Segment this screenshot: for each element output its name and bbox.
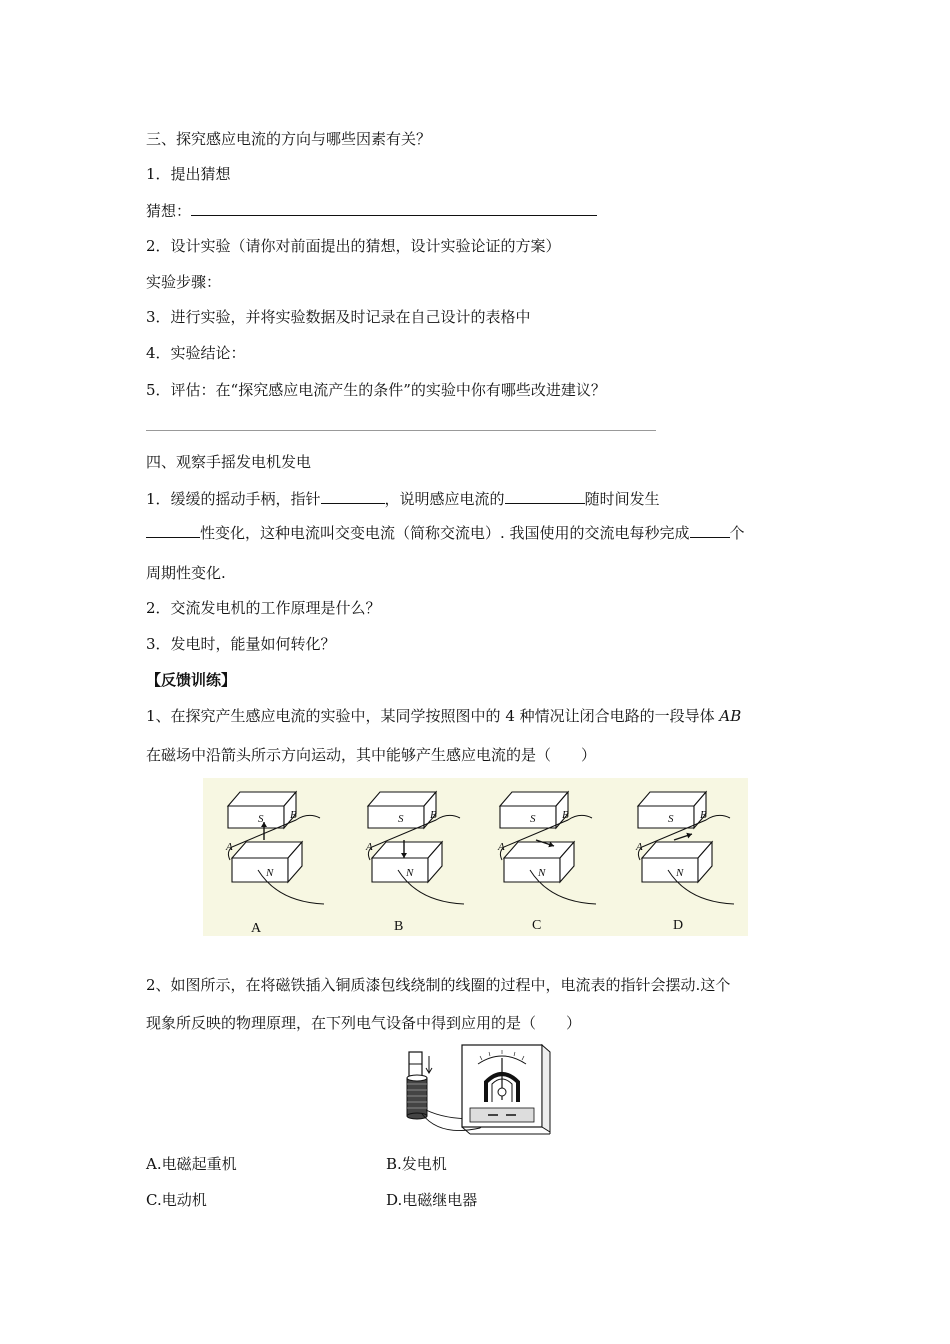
feedback-q1-text: 1、在探究产生感应电流的实验中，某同学按照图中的 4 种情况让闭合电路的一段导体	[146, 707, 720, 725]
section3-step1: 1．提出猜想	[146, 165, 231, 183]
fig2-label-n: N	[406, 867, 414, 879]
fig4-label-b: B	[700, 809, 707, 821]
q1-text-c: 随时间发生	[584, 490, 660, 508]
fig4-label-n: N	[676, 867, 684, 879]
conductor-ab-var: AB	[719, 707, 742, 725]
fig2-label-a: A	[366, 841, 373, 853]
fig1-label-b: B	[290, 809, 297, 821]
option-c[interactable]: C.电动机	[146, 1191, 207, 1209]
guess-label: 猜想：	[146, 202, 192, 220]
section4-q1-line3: 周期性变化.	[146, 564, 226, 582]
option-a[interactable]: A.电磁起重机	[146, 1155, 237, 1173]
feedback-q2-line1: 2、如图所示，在将磁铁插入铜质漆包线绕制的线圈的过程中，电流表的指针会摆动.这个	[146, 976, 731, 994]
section4-q3: 3．发电时，能量如何转化？	[146, 635, 336, 653]
section3-step2: 2．设计实验（请你对前面提出的猜想，设计实验论证的方案）	[146, 237, 561, 255]
section3-heading: 三、探究感应电流的方向与哪些因素有关？	[146, 130, 432, 148]
fig2-label-s: S	[398, 813, 404, 825]
option-d[interactable]: D.电磁继电器	[386, 1191, 478, 1209]
fig1-label-a: A	[226, 841, 233, 853]
figure-caption-b: B	[394, 919, 404, 934]
fig3-label-a: A	[498, 841, 505, 853]
section4-heading: 四、观察手摇发电机发电	[146, 453, 312, 471]
fig4-label-s: S	[668, 813, 674, 825]
figure-caption-d: D	[673, 918, 684, 933]
feedback-heading: 【反馈训练】	[146, 671, 237, 689]
fig3-label-s: S	[530, 813, 536, 825]
fig2-s-magnet-front	[368, 806, 424, 828]
fig1-label-s: S	[258, 813, 264, 825]
q1-text-e: 个	[729, 524, 745, 542]
coil-galvanometer-figure	[400, 1042, 560, 1142]
figure-caption-a: A	[251, 921, 262, 936]
fig2-n-magnet-front	[372, 858, 428, 882]
section4-q2: 2．交流发电机的工作原理是什么？	[146, 599, 381, 617]
fig1-s-magnet-front	[228, 806, 284, 828]
figure-caption-c: C	[532, 918, 542, 933]
fig1-label-n: N	[266, 867, 274, 879]
q1-text-b: ，说明感应电流的	[384, 490, 505, 508]
fig1-n-magnet-front	[232, 858, 288, 882]
q1-text-d: 性变化，这种电流叫交变电流（简称交流电）. 我国使用的交流电每秒完成	[200, 524, 690, 542]
experiment-steps-label: 实验步骤：	[146, 273, 222, 291]
option-b[interactable]: B.发电机	[386, 1155, 447, 1173]
fig4-s-magnet-front	[638, 806, 694, 828]
fig3-s-magnet-front	[500, 806, 556, 828]
fig2-label-b: B	[430, 809, 437, 821]
fig4-label-a: A	[636, 841, 643, 853]
q1-text-a: 1．缓缓的摇动手柄，指针	[146, 490, 321, 508]
feedback-q1-line2: 在磁场中沿箭头所示方向运动，其中能够产生感应电流的是（ ）	[146, 746, 597, 764]
section3-step3: 3．进行实验，并将实验数据及时记录在自己设计的表格中	[146, 308, 531, 326]
feedback-q2-line2: 现象所反映的物理原理，在下列电气设备中得到应用的是（ ）	[146, 1014, 582, 1032]
fig4-n-magnet-front	[642, 858, 698, 882]
fig3-label-b: B	[562, 809, 569, 821]
fig3-n-magnet-front	[504, 858, 560, 882]
fig3-label-n: N	[538, 867, 546, 879]
section3-step5: 5．评估：在“探究感应电流产生的条件”的实验中你有哪些改进建议？	[146, 381, 606, 399]
section3-step4: 4．实验结论：	[146, 344, 246, 362]
